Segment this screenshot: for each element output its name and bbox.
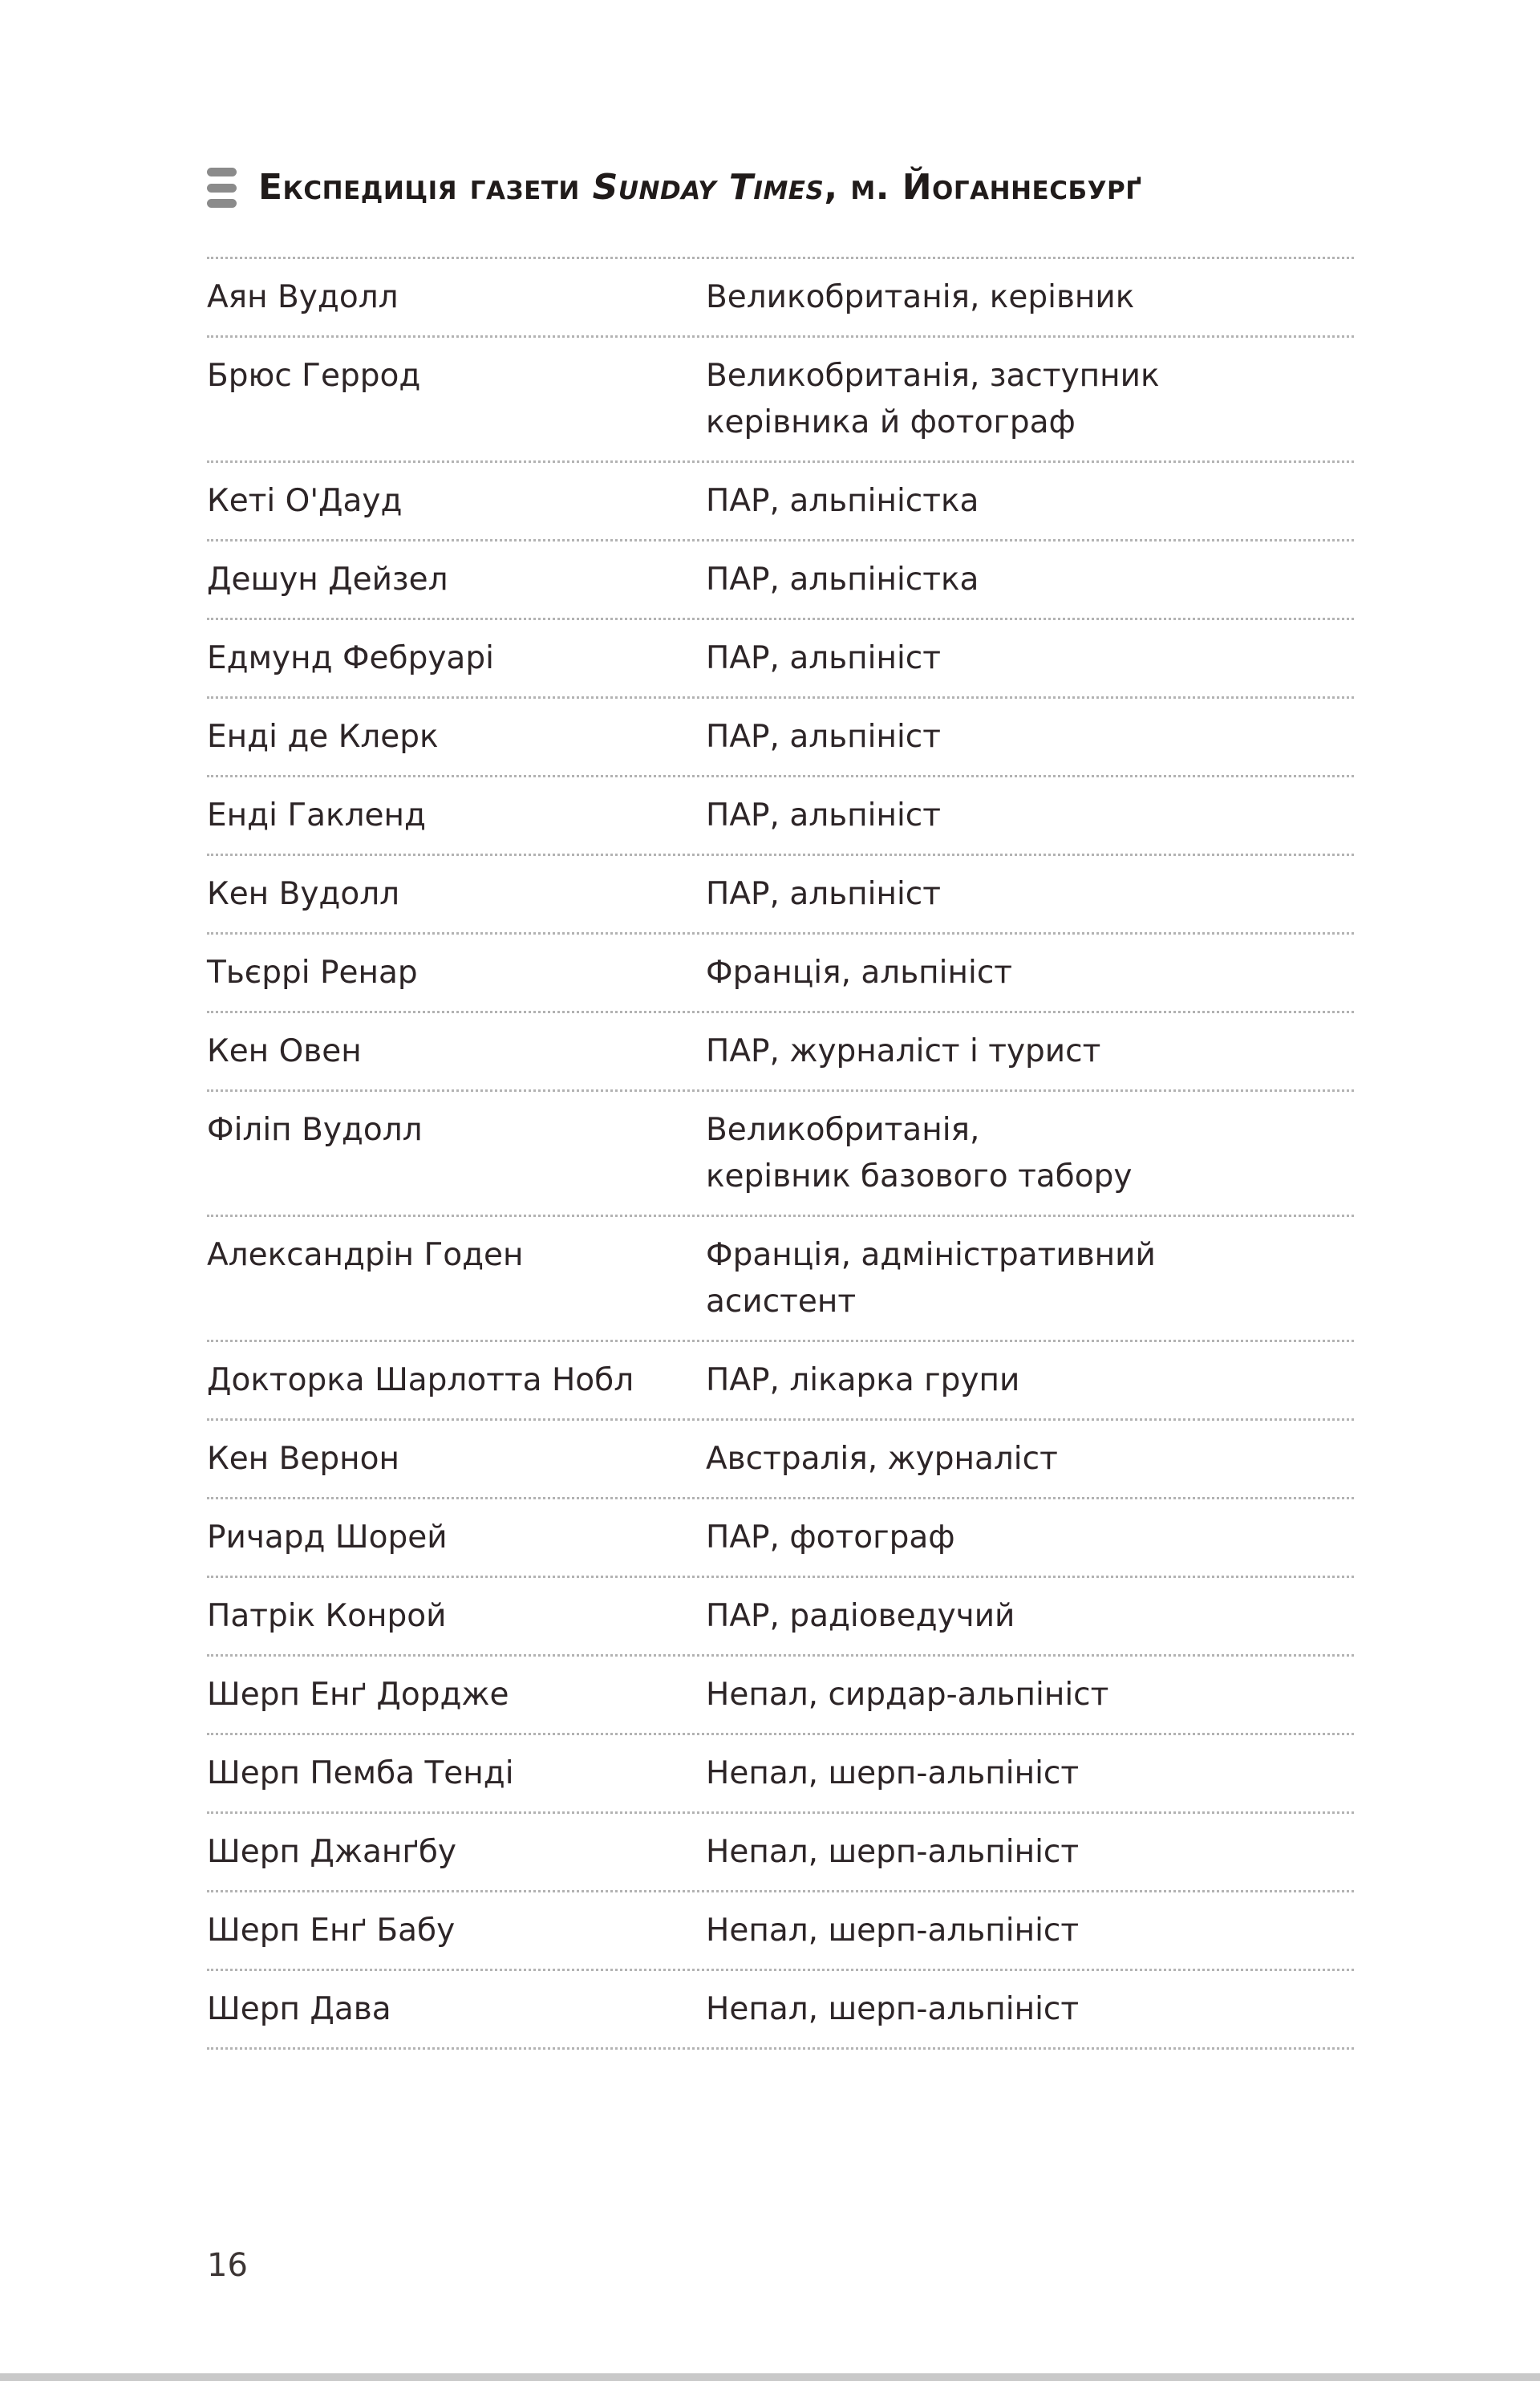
member-name: Патрік Конрой [207, 1598, 447, 1634]
member-role: Непал, шерп-альпініст [706, 1913, 1080, 1949]
member-name: Енді Гакленд [207, 797, 426, 834]
member-name: Шерп Джанґбу [207, 1834, 456, 1870]
member-row [207, 1735, 1354, 1814]
member-name: Кен Вернон [207, 1441, 399, 1477]
member-role: Австралія, журналіст [706, 1441, 1058, 1477]
section-title-italic: Sunday Times [592, 167, 825, 208]
menu-bar-line [207, 168, 237, 176]
member-name: Кен Вудолл [207, 876, 400, 912]
member-row [207, 1814, 1354, 1892]
member-name: Дешун Дейзел [207, 562, 448, 598]
section-title [258, 165, 1141, 210]
member-name: Александрін Годен [207, 1237, 524, 1273]
member-row [207, 259, 1354, 338]
member-name: Кеті О'Дауд [207, 483, 403, 519]
member-role: Франція, альпініст [706, 955, 1013, 991]
member-name: Шерп Пемба Тенді [207, 1755, 514, 1791]
member-role: ПАР, радіоведучий [706, 1598, 1015, 1634]
bottom-bar [0, 2373, 1540, 2381]
member-row [207, 1217, 1354, 1342]
member-role: Непал, сирдар-альпініст [706, 1677, 1109, 1713]
member-row [207, 620, 1354, 699]
section-title-text-post: , м. Йоганнесбурґ [824, 167, 1142, 208]
menu-bars-icon [207, 168, 237, 208]
member-role: ПАР, альпініст [706, 797, 941, 834]
book-page [207, 0, 1354, 2284]
member-row [207, 935, 1354, 1013]
member-role: Франція, адміністративний асистент [706, 1237, 1156, 1320]
member-name: Докторка Шарлотта Нобл [207, 1362, 634, 1398]
member-row [207, 1892, 1354, 1971]
member-name: Едмунд Фебруарі [207, 640, 494, 676]
member-name: Аян Вудолл [207, 279, 399, 315]
menu-bar-line [207, 184, 237, 193]
member-role: Великобританія, керівник [706, 279, 1135, 315]
member-role: Великобританія, керівник базового табору [706, 1112, 1133, 1195]
member-row [207, 1499, 1354, 1578]
member-role: ПАР, лікарка групи [706, 1362, 1020, 1398]
member-role: ПАР, альпініст [706, 719, 941, 755]
member-row [207, 1578, 1354, 1657]
member-name: Кен Овен [207, 1033, 362, 1069]
member-name: Філіп Вудолл [207, 1112, 423, 1148]
member-role: Непал, шерп-альпініст [706, 1991, 1080, 2027]
member-row [207, 1013, 1354, 1092]
member-row [207, 1421, 1354, 1499]
section-header [207, 165, 1354, 259]
member-role: Великобританія, заступник керівника й фотограф [706, 358, 1160, 440]
member-role: ПАР, альпіністка [706, 562, 979, 598]
expedition-members-list [207, 259, 1354, 2050]
member-role: ПАР, журналіст і турист [706, 1033, 1101, 1069]
member-name: Шерп Дава [207, 1991, 391, 2027]
member-name: Шерп Енґ Бабу [207, 1913, 456, 1949]
member-row [207, 1971, 1354, 2050]
member-role: ПАР, альпініст [706, 876, 941, 912]
member-row [207, 463, 1354, 542]
member-role: Непал, шерп-альпініст [706, 1834, 1080, 1870]
member-row [207, 1342, 1354, 1421]
member-row [207, 699, 1354, 777]
member-name: Брюс Геррод [207, 358, 421, 394]
member-name: Енді де Клерк [207, 719, 439, 755]
member-role: Непал, шерп-альпініст [706, 1755, 1080, 1791]
member-row [207, 542, 1354, 620]
member-row [207, 777, 1354, 856]
member-name: Шерп Енґ Дордже [207, 1677, 509, 1713]
member-row [207, 856, 1354, 935]
member-role: ПАР, альпініст [706, 640, 941, 676]
member-role: ПАР, фотограф [706, 1519, 955, 1556]
member-name: Тьєррі Ренар [207, 955, 418, 991]
section-title-text: Експедиція газети [258, 167, 593, 208]
member-role: ПАР, альпіністка [706, 483, 979, 519]
member-row [207, 1092, 1354, 1217]
member-row [207, 1657, 1354, 1735]
member-name: Ричард Шорей [207, 1519, 448, 1556]
page-number: 16 [207, 2247, 248, 2284]
member-row [207, 338, 1354, 463]
menu-bar-line [207, 199, 237, 208]
